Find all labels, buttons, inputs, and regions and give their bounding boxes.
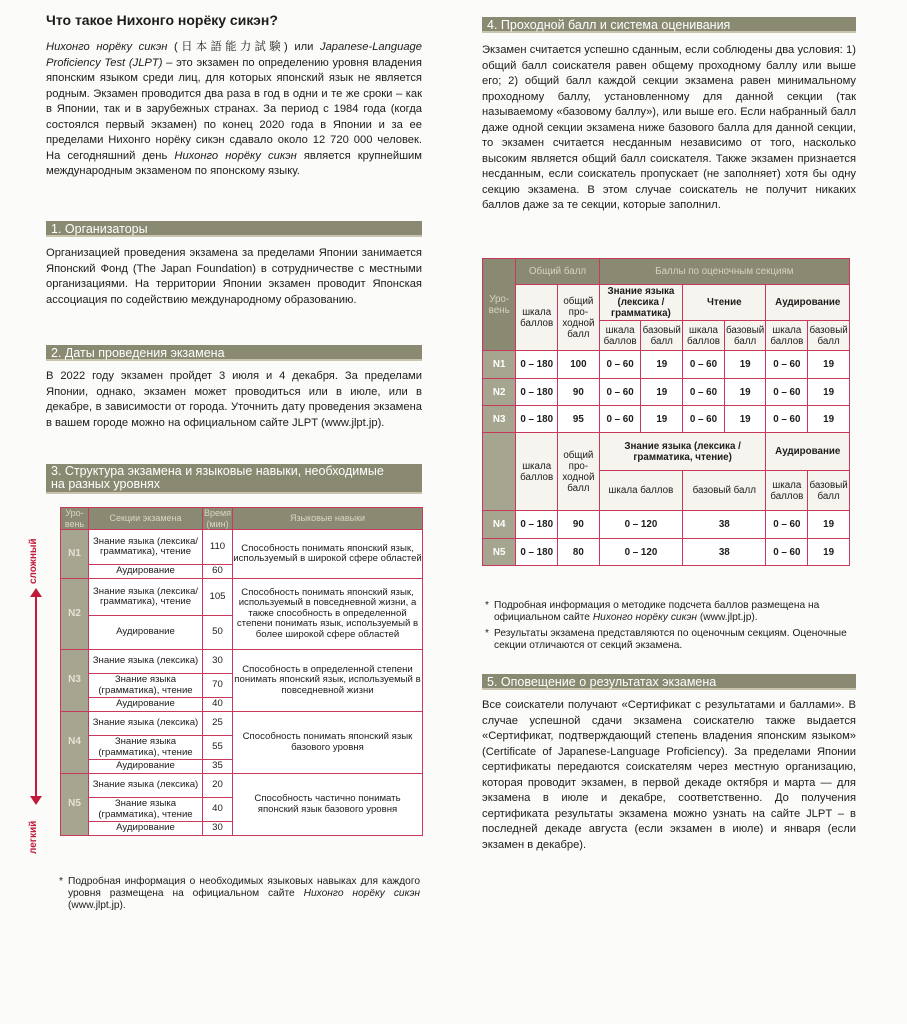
listen-scale-cell: 0 – 60 [766,406,808,433]
sub-base: базовый балл [724,321,766,351]
section-cell: Аудирование [89,822,203,836]
table-row [61,774,423,798]
skills-cell: Способность в определенной степени понимать японский язык, используемый в повседневной жизни [233,650,423,712]
section-5-heading: 5. Оповещение о результатах экзамена [482,674,856,690]
pass-cell: 90 [558,379,600,406]
scale-header: шкала баллов [516,285,558,351]
lang-base-cell: 19 [641,379,683,406]
lang-base-cell: 38 [683,539,766,566]
intro-jp-name: (日本語能力試験) или [167,41,320,53]
sub-scale: шкала баллов [683,321,725,351]
level-cell: N2 [483,379,516,406]
skills-cell: Способность понимать японский язык базового уровня [233,712,423,774]
read-scale-cell: 0 – 60 [683,379,725,406]
listen-base-cell: 19 [808,406,850,433]
section-4-footnote-2: * Результаты экзамена представляются по оценочным секциям. Оценочные секции отличаются от секций экзамена. [485,628,847,651]
difficulty-label-bottom: легкий [28,820,39,854]
listen-scale-cell: 0 – 60 [766,539,808,566]
read-scale-cell: 0 – 60 [683,351,725,379]
sub-base: базовый балл [808,321,850,351]
section-cell: Знание языка (лексика) [89,650,203,674]
time-cell: 30 [203,650,233,674]
sub-base: базовый балл [808,471,850,511]
section-4-footnote-1: * Подробная информация о методике подсчета баллов размещена на официальном сайте Нихонго норёку сикэн (www.jlpt.jp). [485,600,820,623]
range-cell: 0 – 180 [516,379,558,406]
range-cell: 0 – 180 [516,511,558,539]
pass-header: общий про-ходной балл [558,433,600,511]
footnote-1-italic: Нихонго норёку сикэн [592,612,698,623]
listening-header: Аудирование [766,433,850,471]
listening-header: Аудирование [766,285,850,321]
time-cell: 40 [203,698,233,712]
intro-name-italic-2: Нихонго норёку сикэн [174,149,297,162]
lang-scale-cell: 0 – 60 [599,379,641,406]
pass-cell: 90 [558,511,600,539]
section-4-text: Экзамен считается успешно сданным, если соблюдены два условия: 1) общий балл соискателя равен общему проходному баллу или выше его; 2) общий балл каждой секции экзамена равен минимальному проходному баллу, установленному для данной секции (так называемому «базовому баллу»), или выше его. Если набранный балл даже одной секции экзамена ниже базового балла для данной секции, то экзамен считается несданным независимо от того, насколько высоким является общий балл соискателя. Также экзамен признается несданным, если соискатель пропускает (не заполняет) хотя бы одну секцию экзамена. В этом случае соискатель не получит никаких баллов даже за те секции, которые заполнил. [482,44,856,211]
difficulty-label-top: сложный [28,538,39,584]
table-row [483,511,850,539]
page-title: Что такое Нихонго норёку сикэн? [46,12,278,28]
header-total: Общий балл [516,259,599,285]
skills-cell: Способность понимать японский язык, используемый в широкой сфере областей [233,530,423,579]
table-row [61,712,423,736]
intro-text-1: – это экзамен по определению уровня владения японским языком среди лиц, для которых японский язык не является родным. Экзамен проводится два раза в год в одни и те же сроки – как в Японии, так и в зарубежных странах. За период с 1984 года (когда состоялся первый экзамен) по конец 2020 года в Японии и за ее пределами Нихонго норёку сикэн сдавало около 12 720 000 человек. На сегодняшний день [46,56,422,162]
time-cell: 70 [203,674,233,698]
table-header-row [61,508,423,530]
section-2-heading: 2. Даты проведения экзамена [46,345,422,361]
footnote-2-text: Результаты экзамена представляются по оценочным секциям. Оценочные секции отличаются от секций экзамена. [494,628,847,651]
section-3-heading-line2: на разных уровнях [51,477,161,491]
difficulty-arrow [24,532,44,854]
level-spacer [483,433,516,511]
table-row [483,351,850,379]
range-cell: 0 – 180 [516,351,558,379]
section-cell: Знание языка (грамматика), чтение [89,736,203,760]
time-cell: 55 [203,736,233,760]
footnote-text-b: (www.jlpt.jp). [68,900,126,911]
time-cell: 30 [203,822,233,836]
header-sections: Секции экзамена [89,508,203,530]
section-cell: Аудирование [89,760,203,774]
listen-base-cell: 19 [808,539,850,566]
time-cell: 110 [203,530,233,565]
sub-base: базовый балл [641,321,683,351]
intro-paragraph [46,40,422,180]
table-row [483,379,850,406]
time-cell: 35 [203,760,233,774]
section-3-heading-line1: 3. Структура экзамена и языковые навыки, необходимые [51,464,384,478]
table-row [483,259,850,285]
intro-en-name: Japanese-Language Proficiency Test (JLPT) [46,41,422,69]
level-cell: N3 [61,650,89,712]
sub-scale: шкала баллов [599,471,682,511]
listen-base-cell: 19 [808,351,850,379]
section-cell: Знание языка (грамматика), чтение [89,674,203,698]
level-cell: N5 [61,774,89,836]
table-row [483,285,850,321]
header-level: Уро-вень [483,259,516,351]
lang-base-cell: 38 [683,511,766,539]
lang-base-cell: 19 [641,351,683,379]
read-scale-cell: 0 – 60 [683,406,725,433]
range-cell: 0 – 180 [516,406,558,433]
time-cell: 40 [203,798,233,822]
lang-header: Знание языка (лексика / грамматика) [599,285,682,321]
time-cell: 60 [203,565,233,579]
level-cell: N4 [61,712,89,774]
listen-scale-cell: 0 – 60 [766,379,808,406]
time-cell: 20 [203,774,233,798]
arrow-line [35,594,37,800]
section-4-heading: 4. Проходной балл и система оценивания [482,17,856,33]
lang-scale-cell: 0 – 120 [599,539,682,566]
header-level: Уро-вень [61,508,89,530]
section-cell: Знание языка (лексика) [89,712,203,736]
skills-cell: Способность частично понимать японский язык базового уровня [233,774,423,836]
listen-base-cell: 19 [808,379,850,406]
sub-scale: шкала баллов [766,321,808,351]
reading-header: Чтение [683,285,766,321]
pass-cell: 80 [558,539,600,566]
scale-header: шкала баллов [516,433,558,511]
lang-scale-cell: 0 – 60 [599,406,641,433]
listen-base-cell: 19 [808,511,850,539]
table-row [483,406,850,433]
level-cell: N5 [483,539,516,566]
pass-cell: 100 [558,351,600,379]
listen-scale-cell: 0 – 60 [766,511,808,539]
table-row [61,530,423,565]
section-1-heading: 1. Организаторы [46,221,422,237]
section-cell: Знание языка (лексика) [89,774,203,798]
lang-scale-cell: 0 – 60 [599,351,641,379]
level-cell: N1 [483,351,516,379]
sub-base: базовый балл [683,471,766,511]
footnote-1-text-a: Подробная информация о методике подсчета баллов размещена на официальном сайте [494,600,820,623]
range-cell: 0 – 180 [516,539,558,566]
table-row [61,650,423,674]
lang-base-cell: 19 [641,406,683,433]
scoring-table [482,258,850,566]
section-cell: Знание языка (лексика/грамматика), чтение [89,530,203,565]
section-1-text: Организацией проведения экзамена за пределами Японии занимается Японский Фонд (The Japan Foundation) в сотрудничестве с местными организациями. На территории Японии экзамен проводит Японская ассоциация по содействию международному образованию. [46,247,422,306]
read-base-cell: 19 [724,379,766,406]
pass-cell: 95 [558,406,600,433]
section-cell: Аудирование [89,565,203,579]
sub-scale: шкала баллов [766,471,808,511]
intro-text-2: является крупнейшим международным экзаменом по японскому языку. [46,149,422,177]
exam-structure-table [60,507,423,836]
sub-scale: шкала баллов [599,321,641,351]
section-5-text: Все соискатели получают «Сертификат с результатами и баллами». В случае успешной сдачи экзамена соискателю также выдается «Сертификат, подтверждающий степень владения японским языком» (Certificate of Japanese-Language Proficiency). За пределами Японии сертификаты передаются соискателям через местную организацию, которая проводит экзамен, в первой декаде октября и марта — для экзамена в июле и декабре, соответственно. До получения сертификата результаты экзамена можно узнать на сайте JLPT – в последней декаде августа (если экзамен в июле) и января (если экзамен в декабре). [482,699,856,851]
read-base-cell: 19 [724,406,766,433]
table-row [483,433,850,471]
lang-read-header: Знание языка (лексика / грамматика, чтение) [599,433,766,471]
time-cell: 25 [203,712,233,736]
section-cell: Аудирование [89,616,203,650]
section-cell: Аудирование [89,698,203,712]
time-cell: 105 [203,579,233,616]
header-section-scores: Баллы по оценочным секциям [599,259,849,285]
read-base-cell: 19 [724,351,766,379]
skills-cell: Способность понимать японский язык, используемый в повседневной жизни, а также способность в определенной степени понимать язык, используемый в более широкой сфере областей [233,579,423,650]
section-3-heading [46,464,422,494]
section-cell: Знание языка (грамматика), чтение [89,798,203,822]
level-cell: N2 [61,579,89,650]
intro-name-italic: Нихонго норёку сикэн [46,41,168,53]
pass-header: общий про-ходной балл [558,285,600,351]
level-cell: N3 [483,406,516,433]
level-cell: N1 [61,530,89,579]
arrow-down-icon [30,796,42,805]
header-skills: Языковые навыки [233,508,423,530]
footnote-italic: Нихонго норёку сикэн [303,888,420,899]
footnote-text-a: Подробная информация о необходимых языковых навыках для каждого уровня размещена на официальном сайте [68,876,420,899]
header-time: Время (мин) [203,508,232,529]
section-cell: Знание языка (лексика/грамматика), чтение [89,579,203,616]
lang-scale-cell: 0 – 120 [599,511,682,539]
footnote-1-text-b: (www.jlpt.jp). [697,612,758,623]
table-row [483,539,850,566]
section-3-footnote: * Подробная информация о необходимых языковых навыках для каждого уровня размещена на официальном сайте Нихонго норёку сикэн (www.jlpt.jp). [59,876,420,911]
time-cell: 50 [203,616,233,650]
listen-scale-cell: 0 – 60 [766,351,808,379]
section-2-text: В 2022 году экзамен пройдет 3 июля и 4 декабря. За пределами Японии, однако, экзамен может проводиться или в июле, или в декабре, в зависимости от города. Уточнить дату проведения экзамена в вашем городе можно на официальном сайте JLPT (www.jlpt.jp). [46,370,422,429]
table-row [61,579,423,616]
level-cell: N4 [483,511,516,539]
